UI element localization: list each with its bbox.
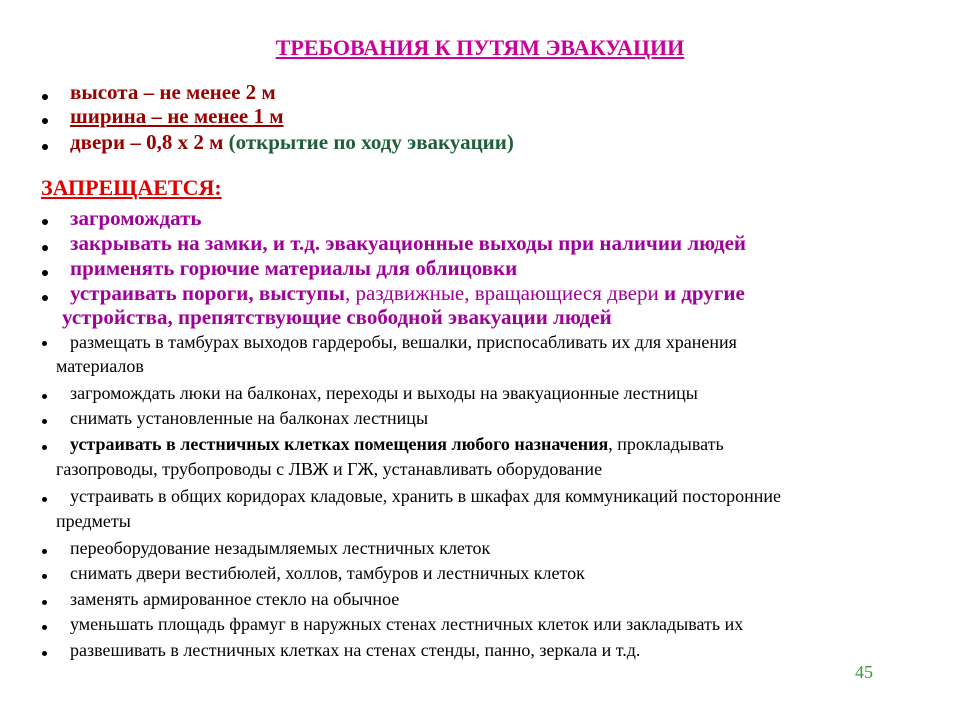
prohibited-item: переоборудование незадымляемых лестничных клеток — [70, 538, 491, 558]
prohibited-item: снимать двери вестибюлей, холлов, тамбуров и лестничных клеток — [70, 563, 585, 583]
prohibited-bullet — [42, 389, 47, 405]
requirement-doors-note: (открытие по ходу эвакуации) — [228, 130, 514, 154]
bullet-dot-icon — [42, 94, 48, 100]
prohibited-bullet — [42, 414, 47, 430]
page-number: 45 — [855, 662, 873, 682]
bullet-dot-icon — [42, 219, 48, 225]
prohibited-bullet — [42, 440, 47, 456]
prohibited-item-part: и другие — [658, 281, 745, 305]
bullet-dot-icon — [42, 295, 48, 301]
requirement-doors-text: двери – 0,8 х 2 м — [70, 130, 224, 154]
prohibited-item: заменять армированное стекло на обычное — [70, 589, 400, 609]
prohibited-item: загромождать — [70, 206, 202, 230]
bullet-dot-icon — [42, 341, 47, 346]
bullet-dot-icon — [42, 600, 47, 605]
prohibited-bullet — [42, 646, 47, 662]
bullet-dot-icon — [42, 625, 47, 630]
prohibited-item: устраивать в общих коридорах кладовые, хранить в шкафах для коммуникаций посторонние — [70, 486, 781, 506]
prohibited-item: закрывать на замки, и т.д. эвакуационные выходы при наличии людей — [70, 231, 746, 255]
requirement-bullet — [42, 89, 48, 105]
prohibited-item — [70, 433, 724, 455]
prohibited-bullet — [42, 544, 47, 560]
prohibited-item: развешивать в лестничных клетках на стенах стенды, панно, зеркала и т.д. — [70, 640, 641, 660]
prohibited-bullet — [42, 620, 47, 636]
requirement-bullet — [42, 139, 48, 155]
prohibited-bullet — [42, 595, 47, 611]
prohibited-item: загромождать люки на балконах, переходы и выходы на эвакуационные лестницы — [70, 383, 698, 403]
prohibited-item: размещать в тамбурах выходов гардеробы, вешалки, приспосабливать их для хранения — [70, 332, 737, 352]
prohibited-item: снимать установленные на балконах лестницы — [70, 408, 429, 428]
prohibited-bullet — [42, 569, 47, 585]
bullet-dot-icon — [42, 445, 47, 450]
prohibited-item-continuation: предметы — [56, 511, 131, 531]
bullet-dot-icon — [42, 270, 48, 276]
prohibited-item-part: , раздвижные, вращающиеся двери — [345, 281, 659, 305]
bullet-dot-icon — [42, 419, 47, 424]
prohibited-bullet — [42, 214, 48, 230]
prohibited-item: применять горючие материалы для облицовки — [70, 256, 518, 280]
prohibited-item-part: устраивать в лестничных клетках помещения любого назначения — [70, 434, 609, 454]
prohibited-bullet — [42, 337, 47, 349]
requirement-width: ширина – не менее 1 м — [70, 104, 284, 128]
prohibited-item-part: , прокладывать — [608, 434, 724, 454]
requirement-doors — [70, 130, 514, 154]
bullet-dot-icon — [42, 144, 48, 150]
bullet-dot-icon — [42, 549, 47, 554]
prohibited-heading: ЗАПРЕЩАЕТСЯ: — [41, 175, 222, 200]
prohibited-item-part: устраивать пороги, выступы — [70, 281, 345, 305]
prohibited-item: уменьшать площадь фрамуг в наружных стенах лестничных клеток или закладывать их — [70, 614, 744, 634]
slide-title: ТРЕБОВАНИЯ К ПУТЯМ ЭВАКУАЦИИ — [275, 35, 685, 60]
prohibited-item-continuation: газопроводы, трубопроводы с ЛВЖ и ГЖ, устанавливать оборудование — [56, 459, 603, 479]
requirement-height: высота – не менее 2 м — [70, 80, 276, 104]
bullet-dot-icon — [42, 651, 47, 656]
bullet-dot-icon — [42, 394, 47, 399]
prohibited-bullet — [42, 492, 47, 508]
prohibited-bullet — [42, 290, 48, 306]
bullet-dot-icon — [42, 118, 48, 124]
bullet-dot-icon — [42, 574, 47, 579]
prohibited-item-continuation: устройства, препятствующие свободной эвакуации людей — [62, 305, 612, 329]
bullet-dot-icon — [42, 497, 47, 502]
bullet-dot-icon — [42, 245, 48, 251]
requirement-bullet — [42, 113, 48, 129]
prohibited-bullet — [42, 265, 48, 281]
prohibited-item — [70, 281, 745, 305]
prohibited-item-continuation: материалов — [56, 356, 144, 376]
prohibited-bullet — [42, 240, 48, 256]
